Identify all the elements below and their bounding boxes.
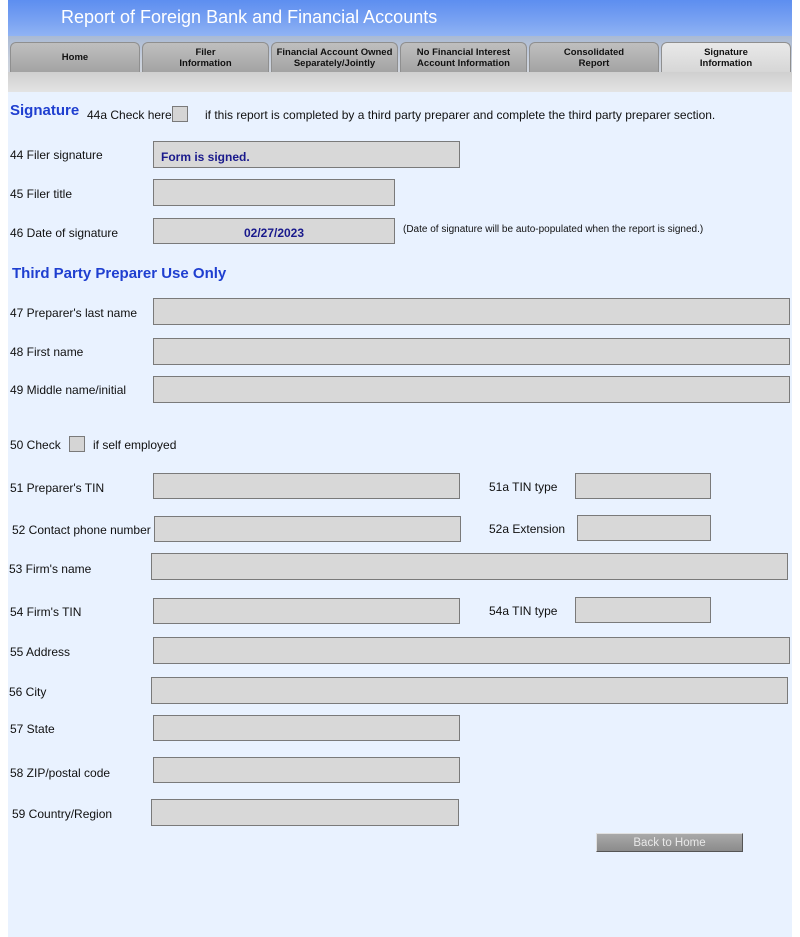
zip-input[interactable] [153, 757, 460, 783]
city-label: 56 City [9, 685, 47, 699]
signature-section-title: Signature [10, 102, 80, 119]
filer-signature-field: Form is signed. [153, 141, 460, 168]
filer-signature-label: 44 Filer signature [10, 148, 103, 162]
preparer-last-name-label: 47 Preparer's last name [10, 306, 138, 320]
self-employed-label: 50 Check [10, 438, 61, 452]
zip-label: 58 ZIP/postal code [10, 766, 111, 780]
tab-signature-information[interactable]: Signature Information [661, 42, 791, 72]
address-input[interactable] [153, 637, 790, 664]
tab-no-financial-interest[interactable]: No Financial Interest Account Information [400, 42, 527, 72]
app-header [8, 0, 792, 36]
firm-name-input[interactable] [151, 553, 788, 580]
date-of-signature-note: (Date of signature will be auto-populated when the report is signed.) [403, 224, 704, 235]
extension-label: 52a Extension [489, 522, 566, 536]
preparer-section-title: Third Party Preparer Use Only [12, 265, 227, 282]
preparer-tin-label: 51 Preparer's TIN [10, 481, 105, 495]
firm-tin-input[interactable] [153, 598, 460, 624]
third-party-checkbox[interactable] [172, 106, 188, 122]
firm-tin-type-label: 54a TIN type [489, 604, 558, 618]
tab-home[interactable]: Home [10, 42, 140, 72]
third-party-check-label: 44a Check here [87, 108, 172, 122]
back-to-home-button[interactable]: Back to Home [596, 833, 743, 852]
firm-tin-type-input[interactable] [575, 597, 711, 623]
firm-name-label: 53 Firm's name [9, 562, 92, 576]
preparer-middle-name-input[interactable] [153, 376, 790, 403]
state-label: 57 State [10, 722, 55, 736]
preparer-first-name-label: 48 First name [10, 345, 84, 359]
filer-title-label: 45 Filer title [10, 187, 73, 201]
date-of-signature-label: 46 Date of signature [10, 226, 119, 240]
country-label: 59 Country/Region [12, 807, 113, 821]
state-input[interactable] [153, 715, 460, 741]
tab-financial-account-owned[interactable]: Financial Account Owned Separately/Jointly [271, 42, 398, 72]
extension-input[interactable] [577, 515, 711, 541]
third-party-check-note: if this report is completed by a third party preparer and complete the third party preparer section. [205, 108, 716, 122]
preparer-middle-name-label: 49 Middle name/initial [10, 383, 127, 397]
contact-phone-label: 52 Contact phone number [12, 523, 151, 537]
tab-consolidated-report[interactable]: Consolidated Report [529, 42, 659, 72]
self-employed-note: if self employed [93, 438, 177, 452]
date-of-signature-field: 02/27/2023 [153, 218, 395, 244]
filer-title-input[interactable] [153, 179, 395, 206]
preparer-first-name-input[interactable] [153, 338, 790, 365]
preparer-tin-type-input[interactable] [575, 473, 711, 499]
firm-tin-label: 54 Firm's TIN [10, 605, 82, 619]
page-title: Report of Foreign Bank and Financial Accounts [61, 7, 438, 27]
address-label: 55 Address [10, 645, 71, 659]
country-input[interactable] [151, 799, 459, 826]
self-employed-checkbox[interactable] [69, 436, 85, 452]
preparer-last-name-input[interactable] [153, 298, 790, 325]
tab-filer-information[interactable]: Filer Information [142, 42, 269, 72]
contact-phone-input[interactable] [154, 516, 461, 542]
preparer-tin-input[interactable] [153, 473, 460, 499]
preparer-tin-type-label: 51a TIN type [489, 480, 558, 494]
city-input[interactable] [151, 677, 788, 704]
tab-bar-strip [8, 72, 792, 92]
